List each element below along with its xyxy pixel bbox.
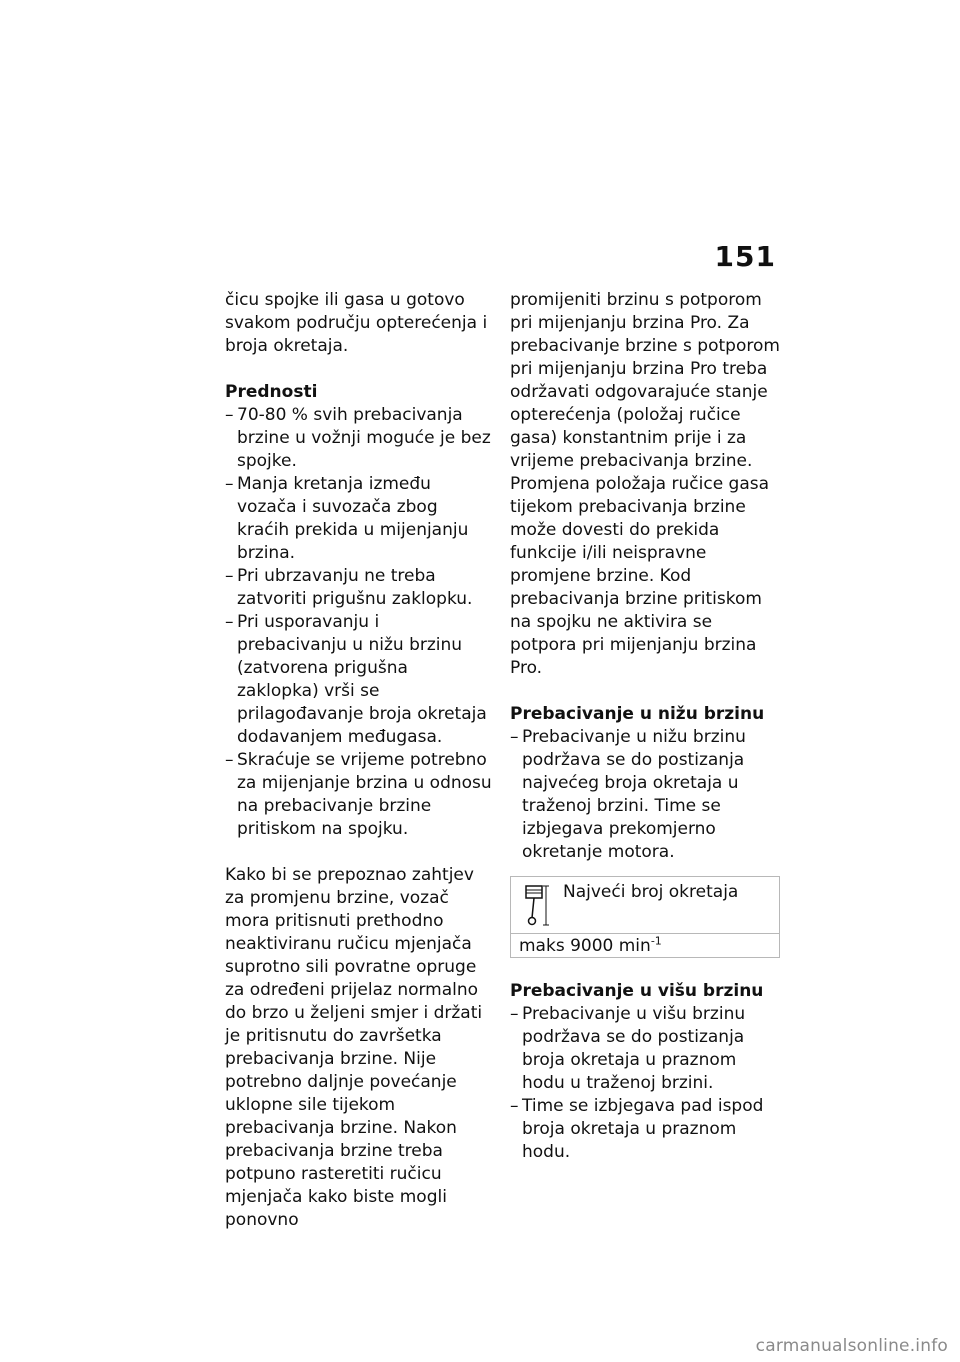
- spec-value-exponent: -1: [650, 934, 662, 948]
- list-item: – Time se izbjegava pad ispod broja okretaja u praznom hodu.: [510, 1095, 780, 1164]
- watermark: carmanualsonline.info: [755, 1336, 948, 1356]
- left-column: [225, 289, 493, 1232]
- shift-request-paragraph: Kako bi se prepoznao zahtjev za promjenu brzine, vozač mora pritisnuti prethodno neaktiviranu ručicu mjenjača suprotno sili povratne opruge za određeni prijelaz normalno do brzo u željeni smjer i držati je pritisnutu do završetka prebacivanja brzine. Nije potrebno daljnje povećanje uklopne sile tijekom prebacivanja brzine. Nakon prebacivanja brzine treba potpuno rasteretiti ručicu mjenjača kako biste mogli ponovno: [225, 865, 483, 1230]
- intro-paragraph: čicu spojke ili gasa u gotovo svakom području opterećenja i broja okretaja.: [225, 290, 488, 356]
- spec-header-row: [511, 877, 779, 933]
- piston-icon: [521, 881, 563, 936]
- upshift-list: [510, 1003, 780, 1164]
- advantages-heading: Prednosti: [225, 382, 318, 402]
- advantages-list: [225, 404, 493, 841]
- list-item: – Pri ubrzavanju ne treba zatvoriti prigušnu zaklopku.: [225, 565, 493, 611]
- upshift-heading: Prebacivanje u višu brzinu: [510, 981, 764, 1001]
- list-item: – 70-80 % svih prebacivanja brzine u vožnji moguće je bez spojke.: [225, 404, 493, 473]
- continuation-paragraph: promijeniti brzinu s potporom pri mijenjanju brzina Pro. Za prebacivanje brzine s potporom pri mijenjanju brzina Pro treba održavati odgovarajuće stanje opterećenja (položaj ručice gasa) konstantnim prije i za vrijeme prebacivanja brzine. Promjena položaja ručice gasa tijekom prebacivanja brzine može dovesti do prekida funkcije i/ili neispravne promjene brzine. Kod prebacivanja brzine pritiskom na spojku ne aktivira se potpora pri mijenjanju brzina Pro.: [510, 290, 780, 678]
- spec-value: maks 9000 min: [519, 936, 651, 956]
- spec-value-row: [511, 933, 779, 957]
- page-number: 151: [714, 240, 776, 273]
- right-column: [510, 289, 780, 1164]
- list-item: – Prebacivanje u nižu brzinu podržava se do postizanja najvećeg broja okretaja u traženoj brzini. Time se izbjegava prekomjerno okretanje motora.: [510, 726, 780, 864]
- list-item: – Pri usporavanju i prebacivanju u nižu brzinu (zatvorena prigušna zaklopka) vrši se prilagođavanje broja okretaja dodavanjem međugasa.: [225, 611, 493, 749]
- downshift-list: [510, 726, 780, 864]
- spec-label: Najveći broj okretaja: [563, 882, 739, 902]
- spec-table: [510, 876, 780, 958]
- downshift-heading: Prebacivanje u nižu brzinu: [510, 704, 765, 724]
- list-item: – Prebacivanje u višu brzinu podržava se do postizanja broja okretaja u praznom hodu u traženoj brzini.: [510, 1003, 780, 1095]
- list-item: – Skraćuje se vrijeme potrebno za mijenjanje brzina u odnosu na prebacivanje brzine pritiskom na spojku.: [225, 749, 493, 841]
- list-item: – Manja kretanja između vozača i suvozača zbog kraćih prekida u mijenjanju brzina.: [225, 473, 493, 565]
